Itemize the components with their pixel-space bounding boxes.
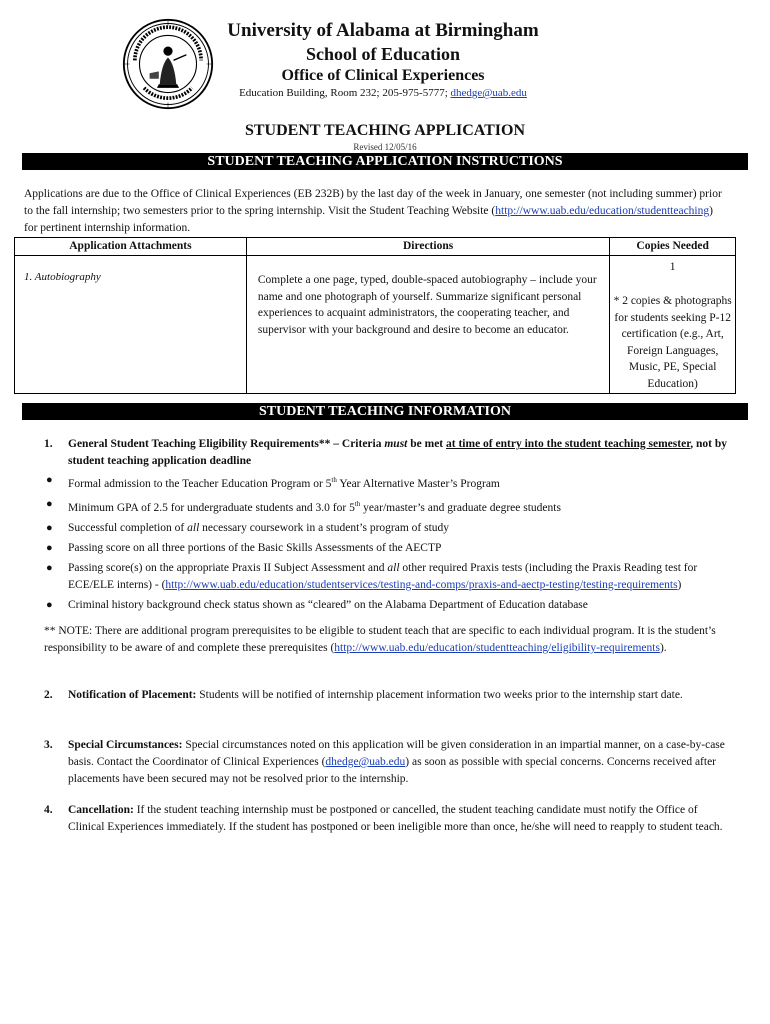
table-header-row — [15, 238, 736, 256]
bullet-text: Criminal history background check status shown as “cleared” on the Alabama Department of Education database — [68, 598, 588, 611]
copies-note: * 2 copies & photographs for students seeking P-12 certification (e.g., Art, Foreign Languages, Music, PE, Special Education) — [613, 295, 732, 390]
bullet-text: Minimum GPA of 2.5 for undergraduate students and 3.0 for 5 — [68, 501, 355, 514]
header-attachments: Application Attachments — [15, 238, 247, 256]
bullet-icon: ● — [46, 521, 53, 534]
bullet-icon: ● — [46, 561, 53, 574]
bullet-text: necessary coursework in a student’s program of study — [199, 521, 450, 534]
attachment-name: 1. Autobiography — [24, 271, 101, 283]
bullet-icon: ● — [46, 474, 53, 486]
list-item — [44, 496, 744, 517]
notification-heading: Notification of Placement: — [68, 689, 197, 701]
section-number: 1. — [44, 438, 53, 450]
note-text-a: ** NOTE: There are additional program prerequisites to be eligible to student teach that are specific to each individual program. It is the student’s responsibility to be aware of and complete these prerequisites ( — [44, 625, 716, 654]
cell-directions — [246, 256, 609, 394]
university-name: University of Alabama at Birmingham — [227, 20, 539, 41]
email-link[interactable]: dhedge@uab.edu — [450, 87, 527, 99]
copies-text — [611, 257, 734, 392]
revised-date: Revised 12/05/16 — [353, 142, 417, 152]
bullet-text: Passing score(s) on the appropriate Praxis II Subject Assessment and — [68, 561, 388, 574]
bullet-text: Passing score on all three portions of the Basic Skills Assessments of the AECTP — [68, 541, 442, 554]
office-name: Office of Clinical Experiences — [281, 67, 485, 84]
instructions-intro — [24, 186, 724, 237]
section-number: 3. — [44, 739, 53, 751]
bullet-text: Successful completion of — [68, 521, 188, 534]
student-teaching-website-link[interactable]: http://www.uab.edu/education/studentteaching — [495, 205, 710, 217]
coordinator-email-link[interactable]: dhedge@uab.edu — [325, 756, 406, 768]
special-circumstances-body — [68, 737, 734, 788]
bullet-text: year/master’s and graduate degree students — [360, 501, 561, 514]
special-circumstances-text-a: Special circumstances noted on this application will be given consideration in an impartial manner, on a case-by-case basis. Contact the Coordinator of Clinical Experiences ( — [68, 739, 725, 768]
cancellation-heading: Cancellation: — [68, 804, 134, 816]
information-heading: STUDENT TEACHING INFORMATION — [22, 403, 748, 420]
eligibility-section — [44, 436, 734, 470]
bullet-emphasis: all — [387, 561, 400, 574]
contact-line — [218, 87, 548, 99]
bullet-text: other required Praxis tests (including the Praxis Reading test for ECE/ELE interns) - ( — [68, 561, 698, 591]
note-text-b: ). — [659, 642, 667, 654]
table-row — [15, 256, 736, 394]
eligibility-must: must — [384, 438, 408, 450]
attachments-table — [14, 237, 736, 394]
section-number: 2. — [44, 689, 53, 701]
eligibility-timing: at time of entry into the student teaching semester — [446, 438, 691, 450]
cancellation-text: If the student teaching internship must be postponed or cancelled, the student teaching candidate must notify the Office of Clinical Experiences immediately. If the student has postponed or been ineligible more than once, he/she will need to reapply to student teach. — [68, 804, 723, 833]
superscript: th — [331, 476, 337, 484]
list-item — [44, 472, 744, 493]
school-name: School of Education — [305, 44, 461, 64]
special-circumstances-section — [44, 737, 734, 788]
cancellation-body — [68, 802, 734, 836]
list-item — [44, 520, 744, 537]
section-number: 4. — [44, 804, 53, 816]
notification-text: Students will be notified of internship placement information two weeks prior to the internship start date. — [196, 689, 683, 701]
instructions-heading: STUDENT TEACHING APPLICATION INSTRUCTIONS — [22, 153, 748, 170]
notification-section — [44, 687, 734, 704]
eligibility-heading — [68, 436, 734, 470]
eligibility-requirements-link[interactable]: http://www.uab.edu/education/studentteaching/eligibility-requirements — [334, 642, 660, 654]
list-item — [44, 597, 744, 614]
list-item — [44, 560, 744, 594]
bullet-text: Year Alternative Master’s Program — [336, 477, 500, 490]
eligibility-text-a: General Student Teaching Eligibility Requirements** – Criteria — [68, 438, 385, 450]
list-item — [44, 540, 744, 557]
cancellation-section — [44, 802, 734, 836]
special-circumstances-heading: Special Circumstances: — [68, 739, 183, 751]
eligibility-text-e: , not by student teaching application deadline — [68, 438, 727, 467]
superscript: th — [354, 499, 361, 508]
cell-attachment — [15, 256, 247, 394]
bullet-icon: ● — [46, 497, 53, 510]
bullet-text: Formal admission to the Teacher Education Program or 5 — [68, 477, 332, 490]
header-directions: Directions — [246, 238, 609, 256]
notification-body — [68, 687, 734, 704]
university-seal-icon — [122, 18, 214, 110]
bullet-emphasis: all — [187, 521, 200, 534]
header-copies: Copies Needed — [610, 238, 736, 256]
prerequisites-note — [44, 623, 734, 657]
directions-text: Complete a one page, typed, double-spaced autobiography – include your name and one photograph of yourself. Summarize significant personal experiences to acquaint administrators, the cooperating teacher, and supervisor with your background and desire to become an educator. — [257, 274, 597, 336]
eligibility-text-c: be met — [407, 438, 447, 450]
bullet-icon: ● — [46, 541, 53, 554]
cell-copies — [610, 256, 736, 394]
intro-text-1: Applications are due to the Office of Clinical Experiences (EB 232B) by the last day of the week in January, one semester (not including summer) prior to the fall internship; two semesters prior to the spring internship. Visit the Student Teaching Website ( — [24, 188, 722, 217]
special-circumstances-text-b: ) as soon as possible with special concerns. Concerns received after placements have been secured may not be resolved prior to the internship. — [68, 756, 717, 785]
bullet-text: ) — [677, 578, 682, 591]
bullet-icon: ● — [46, 598, 53, 611]
document-title: STUDENT TEACHING APPLICATION — [244, 122, 526, 139]
eligibility-bullet-list — [44, 472, 744, 617]
testing-requirements-link[interactable]: http://www.uab.edu/education/studentservices/testing-and-comps/praxis-and-aectp-testing/testing-requirements — [165, 578, 678, 591]
address-text: Education Building, Room 232; 205-975-5777; — [239, 87, 451, 99]
copies-count: 1 — [669, 261, 676, 273]
intro-text-2: ) for pertinent internship information. — [24, 205, 713, 234]
